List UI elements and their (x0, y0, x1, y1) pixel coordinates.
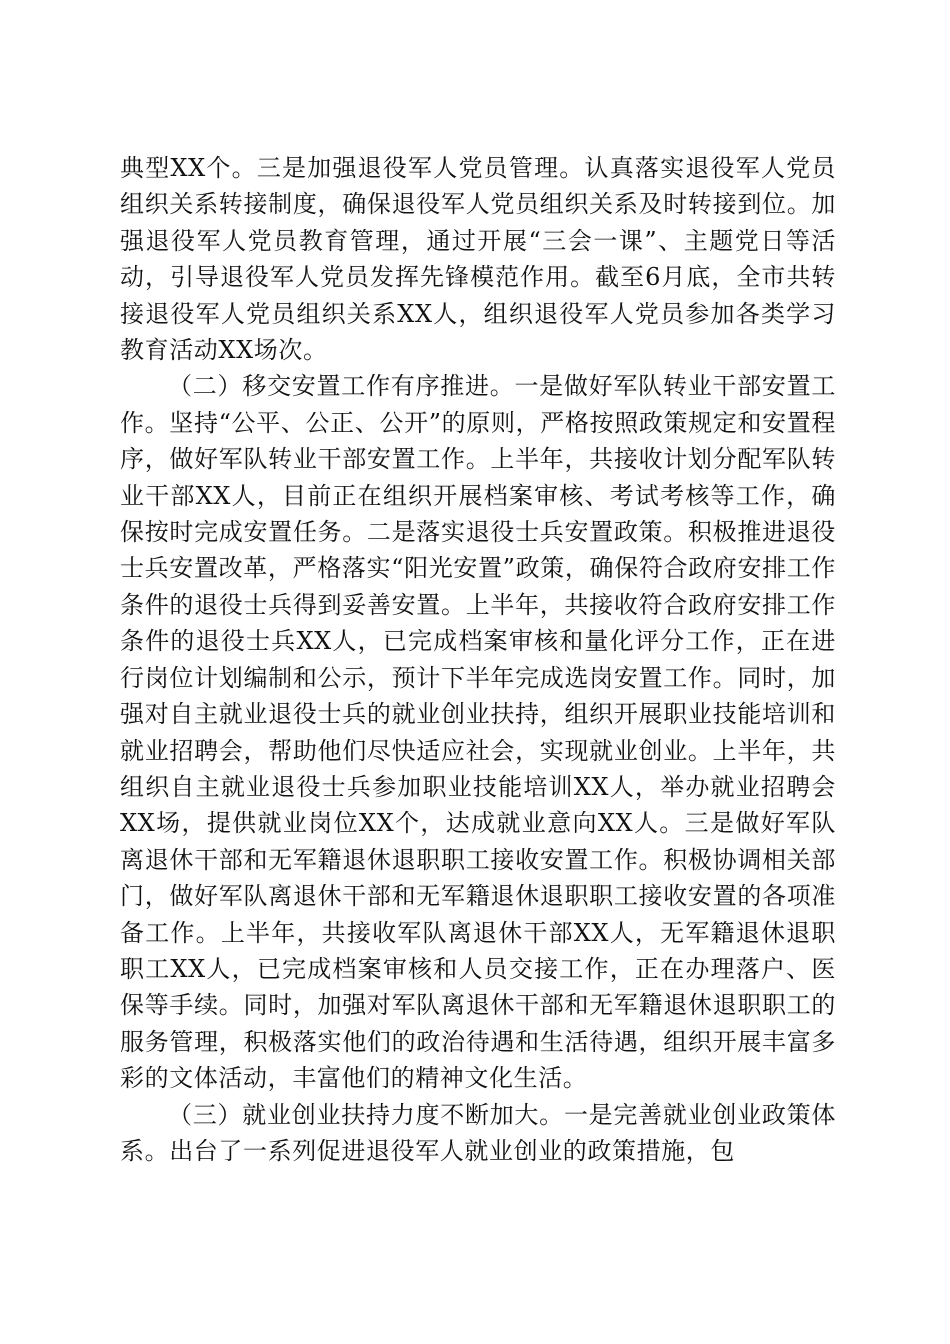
paragraph-3-text: 一是完善就业创业政策体系。出台了一系列促进退役军人就业创业的政策措施，包 (120, 1100, 836, 1165)
paragraph-2 (120, 368, 836, 1096)
document-body (120, 150, 836, 1169)
paragraph-3-heading: （三）就业创业扶持力度不断加大。 (168, 1100, 564, 1129)
paragraph-2-text: 一是做好军队转业干部安置工作。坚持“公平、公正、公开”的原则，严格按照政策规定和安置程序，做好军队转业干部安置工作。上半年，共接收计划分配军队转业干部XX人，目前正在组织开展档案审核、考试考核等工作，确保按时完成安置任务。二是落实退役士兵安置政策。积极推进退役士兵安置改革，严格落实“阳光安置”政策，确保符合政府安排工作条件的退役士兵得到妥善安置。上半年，共接收符合政府安排工作条件的退役士兵XX人，已完成档案审核和量化评分工作，正在进行岗位计划编制和公示，预计下半年完成选岗安置工作。同时，加强对自主就业退役士兵的就业创业扶持，组织开展职业技能培训和就业招聘会，帮助他们尽快适应社会，实现就业创业。上半年，共组织自主就业退役士兵参加职业技能培训XX人，举办就业招聘会XX场，提供就业岗位XX个，达成就业意向XX人。三是做好军队离退休干部和无军籍退休退职职工接收安置工作。积极协调相关部门，做好军队离退休干部和无军籍退休退职职工接收安置的各项准备工作。上半年，共接收军队离退休干部XX人，无军籍退休退职职工XX人，已完成档案审核和人员交接工作，正在办理落户、医保等手续。同时，加强对军队离退休干部和无军籍退休退职职工的服务管理，积极落实他们的政治待遇和生活待遇，组织开展丰富多彩的文体活动，丰富他们的精神文化生活。 (120, 372, 836, 1093)
paragraph-2-heading: （二）移交安置工作有序推进。 (168, 372, 515, 401)
paragraph-3 (120, 1097, 836, 1170)
paragraph-1 (120, 150, 836, 368)
paragraph-1-text: 典型XX个。三是加强退役军人党员管理。认真落实退役军人党员组织关系转接制度，确保退役军人党员组织关系及时转接到位。加强退役军人党员教育管理，通过开展“三会一课”、主题党日等活动，引导退役军人党员发挥先锋模范作用。截至6月底，全市共转接退役军人党员组织关系XX人，组织退役军人党员参加各类学习教育活动XX场次。 (120, 154, 836, 365)
